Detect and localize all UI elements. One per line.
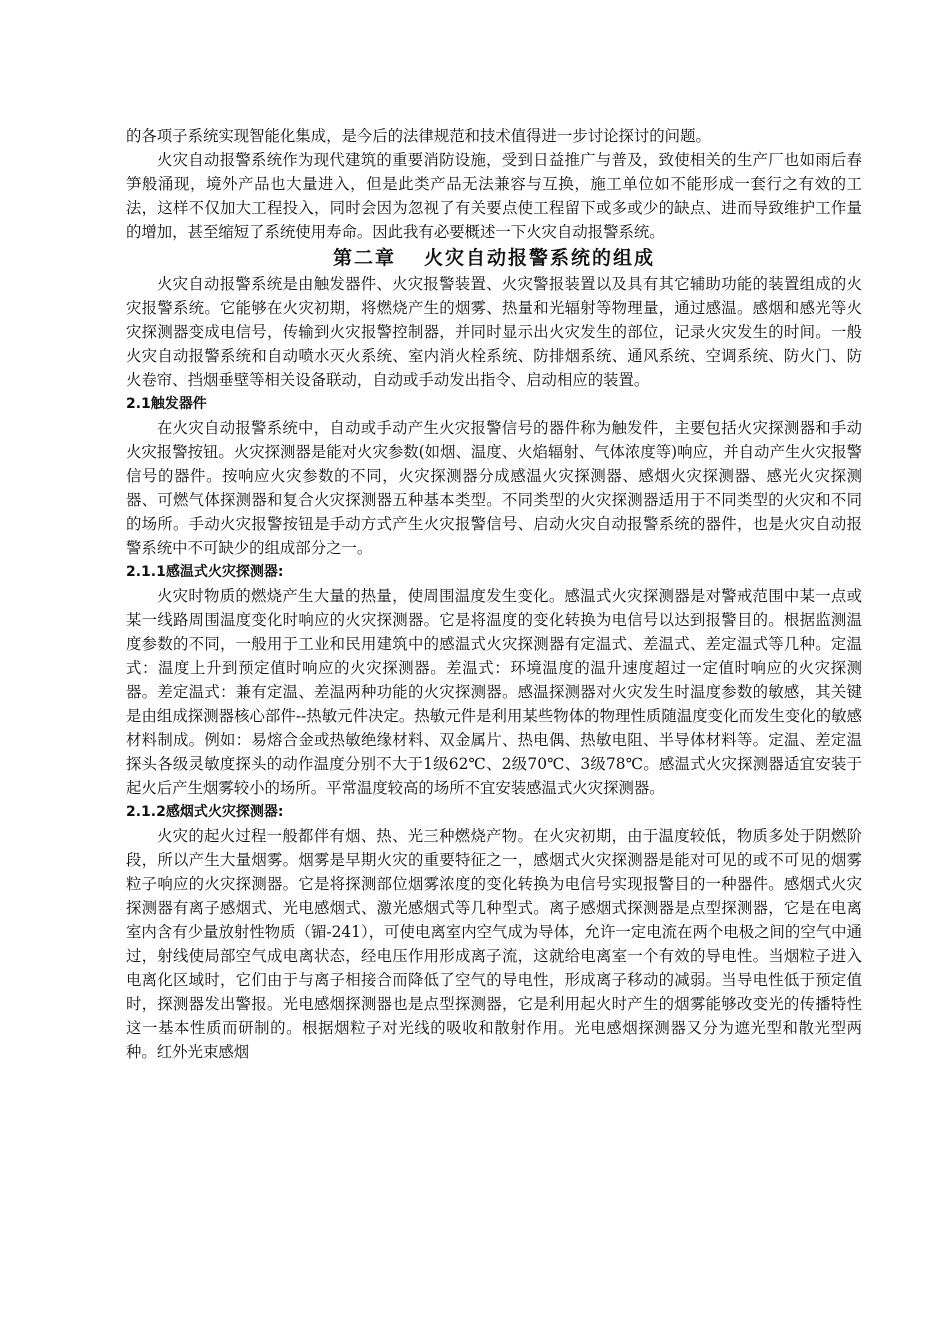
document-page bbox=[126, 124, 862, 1064]
section-paragraph-2-1-2: 火灾的起火过程一般都伴有烟、热、光三种燃烧产物。在火灾初期，由于温度较低，物质多处于阴燃阶段，所以产生大量烟雾。烟雾是早期火灾的重要特征之一，感烟式火灾探测器是能对可见的或不可见的烟雾粒子响应的火灾探测器。它是将探测部位烟雾浓度的变化转换为电信号实现报警目的一种器件。感烟式火灾探测器有离子感烟式、光电感烟式、激光感烟式等几种型式。离子感烟式探测器是点型探测器，它是在电离室内含有少量放射性物质（镅-241），可使电离室内空气成为导体，允许一定电流在两个电极之间的空气中通过，射线使局部空气成电离状态，经电压作用形成离子流，这就给电离室一个有效的导电性。当烟粒子进入电离化区域时，它们由于与离子相接合而降低了空气的导电性，形成离子移动的减弱。当导电性低于预定值时，探测器发出警报。光电感烟探测器也是点型探测器，它是利用起火时产生的烟雾能够改变光的传播特性这一基本性质而研制的。根据烟粒子对光线的吸收和散射作用。光电感烟探测器又分为遮光型和散光型两种。红外光束感烟 bbox=[126, 827, 862, 1061]
section-paragraph-2-1-1: 火灾时物质的燃烧产生大量的热量，使周围温度发生变化。感温式火灾探测器是对警戒范围中某一点或某一线路周围温度变化时响应的火灾探测器。它是将温度的变化转换为电信号以达到报警目的。根据监测温度参数的不同，一般用于工业和民用建筑中的感温式火灾探测器有定温式、差温式、差定温式等几种。定温式：温度上升到预定值时响应的火灾探测器。差温式：环境温度的温升速度超过一定值时响应的火灾探测器。差定温式：兼有定温、差温两种功能的火灾探测器。感温探测器对火灾发生时温度参数的敏感，其关键是由组成探测器核心部件--热敏元件决定。热敏元件是利用某些物体的物理性质随温度变化而发生变化的敏感材料制成。例如：易熔合金或热敏绝缘材料、双金属片、热电偶、热敏电阻、半导体材料等。定温、差定温探头各级灵敏度探头的动作温度分别不大于1级62℃、2级70℃、3级78℃。感温式火灾探测器适宜安装于起火后产生烟雾较小的场所。平常温度较高的场所不宜安装感温式火灾探测器。 bbox=[126, 587, 862, 797]
chapter-name: 火灾自动报警系统的组成 bbox=[424, 247, 656, 269]
section-heading-2-1-1: 2.1.1感温式火灾探测器: bbox=[126, 564, 284, 580]
continuation-paragraph: 的各项子系统实现智能化集成，是今后的法律规范和技术值得进一步讨论探讨的问题。 bbox=[126, 127, 711, 145]
chapter-number: 第二章 bbox=[332, 247, 396, 269]
chapter-intro-paragraph: 火灾自动报警系统是由触发器件、火灾报警装置、火灾警报装置以及具有其它辅助功能的装置组成的火灾报警系统。它能够在火灾初期，将燃烧产生的烟雾、热量和光辐射等物理量，通过感温。感烟和感光等火灾探测器变成电信号，传输到火灾报警控制器，并同时显示出火灾发生的部位，记录火灾发生的时间。一般火灾自动报警系统和自动喷水灭火系统、室内消火栓系统、防排烟系统、通风系统、空调系统、防火门、防火卷帘、挡烟垂壁等相关设备联动，自动或手动发出指令、启动相应的装置。 bbox=[126, 275, 862, 389]
intro-paragraph: 火灾自动报警系统作为现代建筑的重要消防设施，受到日益推广与普及，致使相关的生产厂也如雨后春笋般涌现，境外产品也大量进入，但是此类产品无法兼容与互换，施工单位如不能形成一套行之有效的工法，这样不仅加大工程投入，同时会因为忽视了有关要点使工程留下或多或少的缺点、进而导致维护工作量的增加，甚至缩短了系统使用寿命。因此我有必要概述一下火灾自动报警系统。 bbox=[126, 151, 862, 241]
section-heading-2-1-2: 2.1.2感烟式火灾探测器: bbox=[126, 804, 284, 820]
section-heading-2-1: 2.1触发器件 bbox=[126, 396, 207, 412]
section-paragraph-2-1: 在火灾自动报警系统中，自动或手动产生火灾报警信号的器件称为触发件，主要包括火灾探测器和手动火灾报警按钮。火灾探测器是能对火灾参数(如烟、温度、火焰辐射、气体浓度等)响应，并自动产生火灾报警信号的器件。按响应火灾参数的不同，火灾探测器分成感温火灾探测器、感烟火灾探测器、感光火灾探测器、可燃气体探测器和复合火灾探测器五种基本类型。不同类型的火灾探测器适用于不同类型的火灾和不同的场所。手动火灾报警按钮是手动方式产生火灾报警信号、启动火灾自动报警系统的器件，也是火灾自动报警系统中不可缺少的组成部分之一。 bbox=[126, 419, 862, 557]
chapter-title bbox=[126, 244, 862, 272]
